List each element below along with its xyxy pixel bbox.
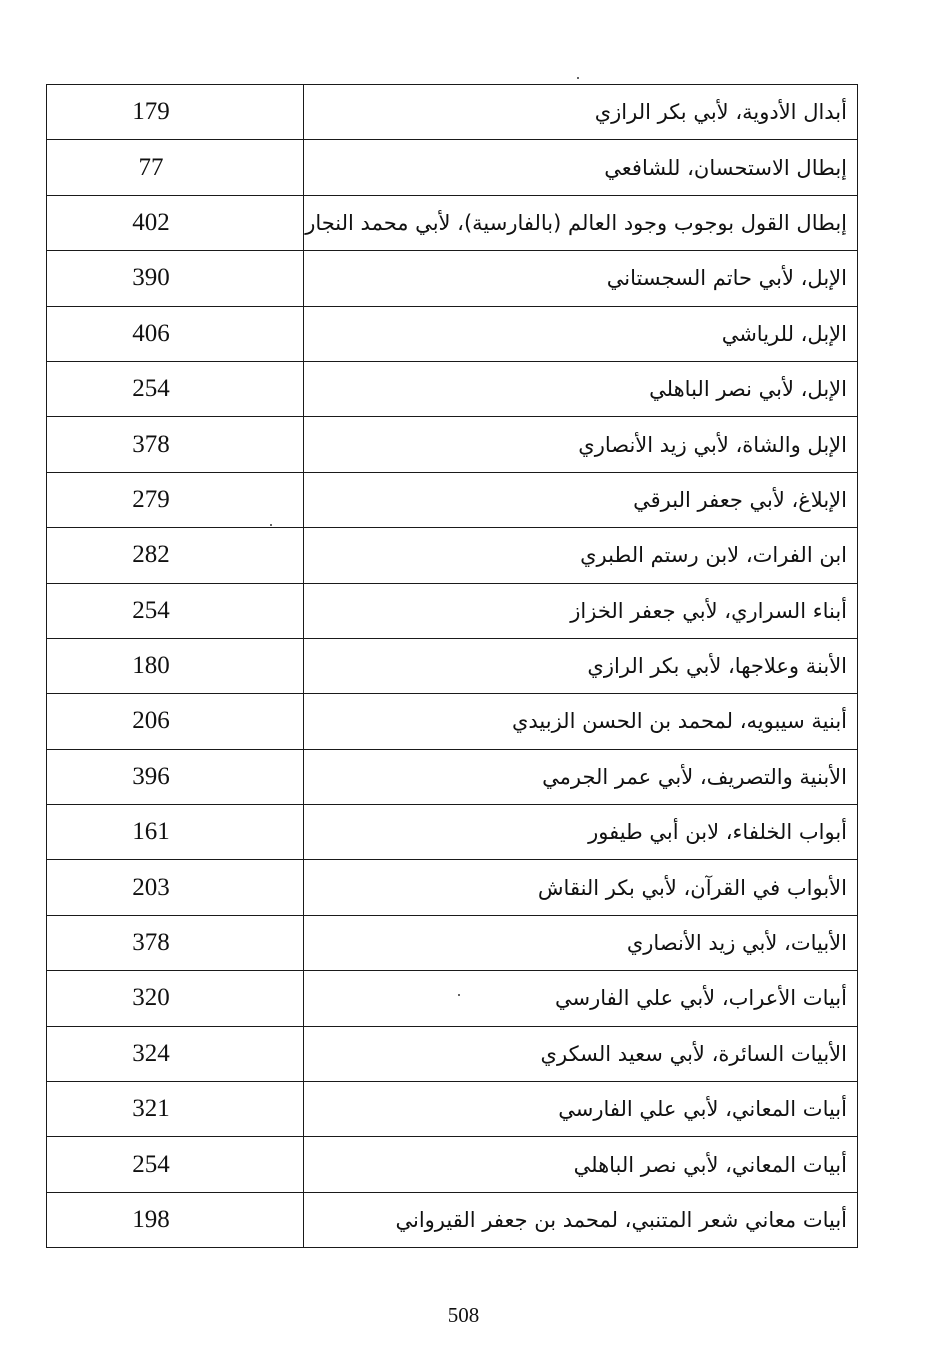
book-title-cell: إبطال القول بوجوب وجود العالم (بالفارسية)، لأبي محمد النجار — [304, 195, 858, 250]
book-title-cell: ابن الفرات، لابن رستم الطبري — [304, 528, 858, 583]
page-reference-cell: 254 — [47, 1137, 304, 1192]
page-reference-cell: 161 — [47, 805, 304, 860]
table-row — [47, 306, 858, 361]
book-title-cell: الإبل، لأبي حاتم السجستاني — [304, 251, 858, 306]
book-title-cell: الأبيات، لأبي زيد الأنصاري — [304, 915, 858, 970]
book-title-cell: إبطال الاستحسان، للشافعي — [304, 140, 858, 195]
table-row — [47, 1026, 858, 1081]
book-title-cell: أبيات المعاني، لأبي علي الفارسي — [304, 1082, 858, 1137]
page-reference-cell: 378 — [47, 417, 304, 472]
book-title-cell: الإبلاغ، لأبي جعفر البرقي — [304, 472, 858, 527]
page-reference-cell: 282 — [47, 528, 304, 583]
book-title-cell: الإبل والشاة، لأبي زيد الأنصاري — [304, 417, 858, 472]
table-row — [47, 361, 858, 416]
book-title-cell: الأبنية والتصريف، لأبي عمر الجرمي — [304, 749, 858, 804]
book-title-cell: أبدال الأدوية، لأبي بكر الرازي — [304, 85, 858, 140]
page-reference-cell: 254 — [47, 361, 304, 416]
book-title-cell: الإبل، للرياشي — [304, 306, 858, 361]
book-title-cell: الأبواب في القرآن، لأبي بكر النقاش — [304, 860, 858, 915]
page-reference-cell: 203 — [47, 860, 304, 915]
page-reference-cell: 402 — [47, 195, 304, 250]
table-row — [47, 1192, 858, 1247]
book-title-cell: أبيات معاني شعر المتنبي، لمحمد بن جعفر القيرواني — [304, 1192, 858, 1247]
table-row — [47, 417, 858, 472]
book-title-cell: أبواب الخلفاء، لابن أبي طيفور — [304, 805, 858, 860]
page-reference-cell: 254 — [47, 583, 304, 638]
page-reference-cell: 179 — [47, 85, 304, 140]
table-row — [47, 251, 858, 306]
table-row — [47, 472, 858, 527]
page-reference-cell: 321 — [47, 1082, 304, 1137]
book-title-cell: أبنية سيبويه، لمحمد بن الحسن الزبيدي — [304, 694, 858, 749]
table-row — [47, 694, 858, 749]
table-row — [47, 860, 858, 915]
book-title-cell: أبيات الأعراب، لأبي علي الفارسي — [304, 971, 858, 1026]
scan-speck — [577, 77, 579, 79]
table-row — [47, 1137, 858, 1192]
table-row — [47, 195, 858, 250]
page-reference-cell: 320 — [47, 971, 304, 1026]
table-row — [47, 805, 858, 860]
table-row — [47, 583, 858, 638]
page-reference-cell: 390 — [47, 251, 304, 306]
table-row — [47, 85, 858, 140]
book-title-cell: الإبل، لأبي نصر الباهلي — [304, 361, 858, 416]
table-row — [47, 528, 858, 583]
table-row — [47, 749, 858, 804]
table-row — [47, 638, 858, 693]
book-title-cell: أبناء السراري، لأبي جعفر الخزاز — [304, 583, 858, 638]
page-reference-cell: 378 — [47, 915, 304, 970]
index-table — [46, 84, 858, 1248]
table-row — [47, 140, 858, 195]
page-number: 508 — [447, 1303, 480, 1327]
page-reference-cell: 324 — [47, 1026, 304, 1081]
book-title-cell: أبيات المعاني، لأبي نصر الباهلي — [304, 1137, 858, 1192]
page-reference-cell: 279 — [47, 472, 304, 527]
table-row — [47, 971, 858, 1026]
page-reference-cell: 406 — [47, 306, 304, 361]
table-row — [47, 1082, 858, 1137]
table-row — [47, 915, 858, 970]
book-title-cell: الأبنة وعلاجها، لأبي بكر الرازي — [304, 638, 858, 693]
page-reference-cell: 77 — [47, 140, 304, 195]
page-reference-cell: 206 — [47, 694, 304, 749]
page-reference-cell: 180 — [47, 638, 304, 693]
index-table-body — [47, 85, 858, 1248]
page-reference-cell: 198 — [47, 1192, 304, 1247]
book-title-cell: الأبيات السائرة، لأبي سعيد السكري — [304, 1026, 858, 1081]
page-reference-cell: 396 — [47, 749, 304, 804]
